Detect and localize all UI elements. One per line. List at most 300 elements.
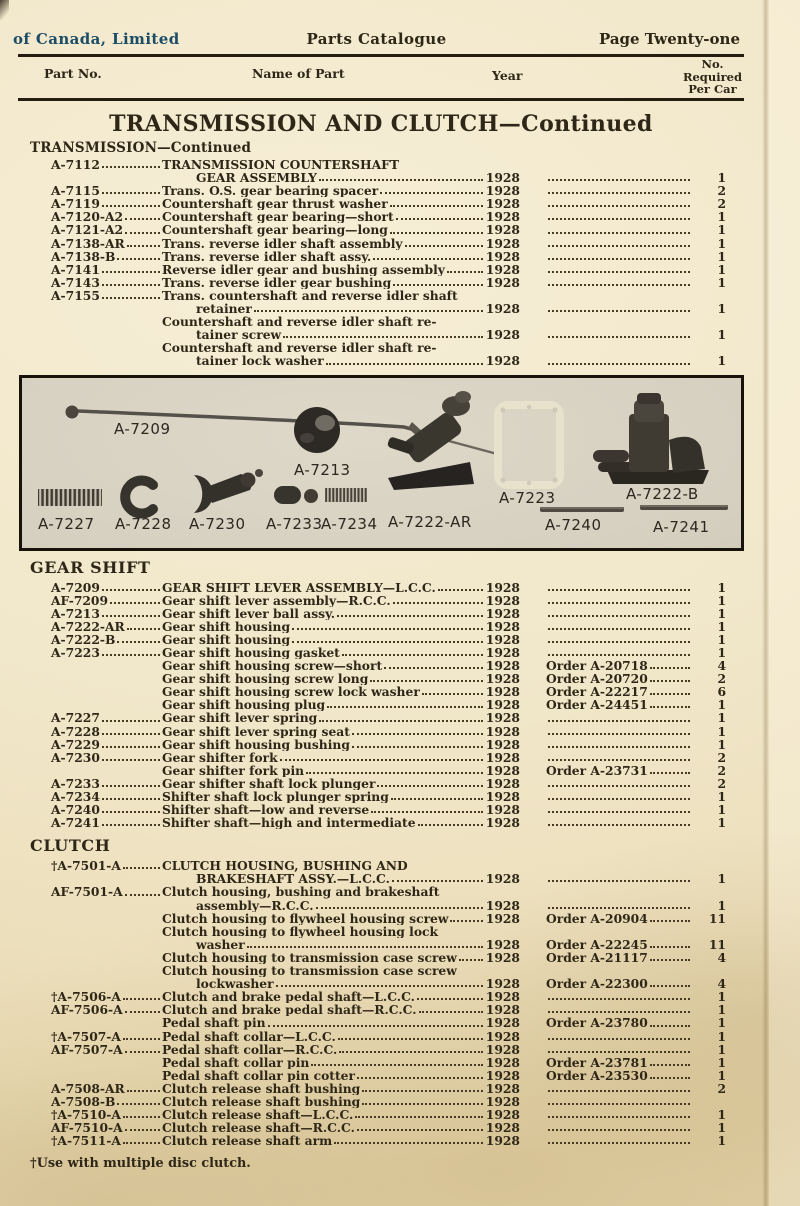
dotted-leader [373,258,482,260]
dotted-leader [292,641,483,643]
dotted-leader [123,1116,160,1118]
table-row [38,725,744,738]
dotted-leader [117,258,160,260]
qty-cell: 1 [717,898,726,912]
dotted-leader [125,232,160,234]
dotted-leader [548,218,690,220]
dotted-leader [405,245,483,247]
section-rows [38,158,744,368]
qty-cell: 1 [717,619,726,633]
order-no-cell [542,1142,692,1147]
part-name-cell: Pedal shaft collar—L.C.C. 1928 [162,1029,520,1043]
part-name-cell: Clutch release shaft arm 1928 [162,1134,520,1148]
table-row [38,594,744,607]
dotted-leader [125,218,160,220]
order-no-cell [542,1116,692,1121]
dotted-leader [338,1038,483,1040]
dotted-leader [362,1103,482,1105]
dotted-leader [650,1025,690,1027]
qty-cell: 6 [717,685,726,699]
order-no-cell: Order A-23780 [542,1016,692,1029]
part-no-cell: A-7228 [38,725,162,738]
table-row [38,938,744,951]
part-name-cell: Countershaft and reverse idler shaft re- [162,315,437,329]
table-row [38,1056,744,1069]
parts-photo-panel [19,375,744,551]
page-header [0,0,800,54]
dotted-leader [548,733,690,735]
part-name-cell: Trans. O.S. gear bearing spacer 1928 [162,184,520,198]
qty-cell: 1 [717,1068,726,1082]
part-no-cell: A-7138-AR [38,237,162,250]
table-row [38,777,744,790]
dotted-leader [352,733,483,735]
dotted-leader [102,166,160,168]
order-no-cell [542,363,692,368]
part-name-cell: tainer screw 1928 [196,328,520,342]
part-no-cell: †A-7511-A [38,1134,162,1147]
table-row [38,859,744,872]
dotted-leader [650,1077,690,1079]
dotted-leader [390,205,483,207]
part-no-cell: AF-7510-A [38,1121,162,1134]
dotted-leader [125,894,160,896]
part-name-cell: Gear shifter shaft lock plunger 1928 [162,776,520,790]
qty-cell: 1 [717,328,726,342]
figure-part-label: A-7213 [294,460,351,479]
dotted-leader [362,1090,482,1092]
table-row [38,1108,744,1121]
dotted-leader [334,1142,483,1144]
part-name-cell: Clutch housing to transmission case screw [162,964,457,978]
qty-cell: 1 [717,249,726,263]
order-no-cell [542,245,692,250]
part-no-cell: A-7138-B [38,250,162,263]
dotted-leader [438,589,483,591]
table-row [38,237,744,250]
dotted-leader [417,998,483,1000]
table-row [38,263,744,276]
part-no-cell: †A-7510-A [38,1108,162,1121]
dotted-leader [419,1011,483,1013]
dotted-leader [548,192,690,194]
qty-cell: 2 [717,763,726,777]
dotted-leader [548,998,690,1000]
section-transmission [0,140,800,368]
section-heading: CLUTCH [30,836,111,856]
part-name-cell: Clutch housing, bushing and brakeshaft [162,885,440,899]
order-no-cell [542,811,692,816]
dotted-leader [548,1011,690,1013]
table-row [38,302,744,315]
part-name-cell: Pedal shaft collar pin 1928 [162,1055,520,1069]
order-no-cell: Order A-24451 [542,698,692,711]
dotted-leader [548,641,690,643]
part-no-cell: A-7120-A2 [38,210,162,223]
dotted-leader [292,628,483,630]
table-row [38,1082,744,1095]
figure-part-label: A-7234 [321,514,378,533]
part-no-cell: A-7213 [38,607,162,620]
dotted-leader [110,602,160,604]
table-row [38,751,744,764]
part-no-cell: A-7223 [38,646,162,659]
dotted-leader [548,363,690,365]
dotted-leader [548,880,690,882]
order-no-cell: Order A-20720 [542,672,692,685]
dotted-leader [123,1142,160,1144]
table-row [38,171,744,184]
part-name-cell: Trans. reverse idler shaft assembly 1928 [162,236,520,250]
part-name-cell: Clutch housing to flywheel housing lock [162,924,439,938]
qty-cell: 1 [717,632,726,646]
section-gear-shift [0,558,800,830]
part-no-cell: A-7141 [38,263,162,276]
dotted-leader [342,654,483,656]
table-row [38,341,744,354]
qty-cell: 4 [717,659,726,673]
qty-cell: 1 [717,698,726,712]
part-name-cell: Clutch release shaft—L.C.C. 1928 [162,1108,520,1122]
order-no-cell [542,998,692,1003]
order-no-cell [542,179,692,184]
part-name-cell: Countershaft and reverse idler shaft re- [162,341,437,355]
order-no-cell [542,284,692,289]
table-row [38,990,744,1003]
part-name-cell: Shifter shaft lock plunger spring 1928 [162,790,520,804]
qty-cell: 1 [717,1108,726,1122]
order-no-cell [542,232,692,237]
page-title: TRANSMISSION AND CLUTCH—Continued [109,111,653,137]
qty-cell: 1 [717,580,726,594]
table-row [38,1030,744,1043]
qty-cell: 11 [708,937,726,951]
dotted-leader [316,907,483,909]
part-name-cell: Gear shift lever ball assy. 1928 [162,606,520,620]
order-no-cell [542,205,692,210]
part-name-cell: Countershaft gear thrust washer 1928 [162,197,520,211]
dotted-leader [357,1129,483,1131]
qty-cell: 1 [717,275,726,289]
order-no-cell [542,720,692,725]
dotted-leader [548,1116,690,1118]
page-edge-strip [769,0,800,1206]
qty-cell: 4 [717,977,726,991]
order-no-cell [542,615,692,620]
table-row [38,646,744,659]
dotted-leader [548,628,690,630]
section-clutch [0,836,800,1147]
part-no-cell: A-7240 [38,803,162,816]
dotted-leader [117,1103,160,1105]
order-no-cell [542,271,692,276]
figure-part-label: A-7230 [189,514,246,533]
part-no-cell: A-7119 [38,197,162,210]
table-row [38,1134,744,1147]
part-name-cell: Pedal shaft collar pin cotter 1928 [162,1068,520,1082]
part-name-cell: CLUTCH HOUSING, BUSHING AND [162,859,408,873]
dotted-leader [276,985,483,987]
part-name-cell: tainer lock washer 1928 [196,354,520,368]
page-number: Page Twenty-one [598,30,740,48]
part-no-cell: A-7234 [38,790,162,803]
dotted-leader [280,759,483,761]
table-row [38,184,744,197]
dotted-leader [548,602,690,604]
table-row [38,899,744,912]
part-no-cell: A-7155 [38,289,162,302]
part-name-cell: Shifter shaft—high and intermediate 1928 [162,816,520,830]
scan-corner-mark [0,0,9,20]
order-no-cell [542,746,692,751]
dotted-leader [319,720,482,722]
part-name-cell: Shifter shaft—low and reverse 1928 [162,803,520,817]
qty-cell: 2 [717,776,726,790]
dotted-leader [422,693,483,695]
part-name-cell: Gear shift housing bushing 1928 [162,737,520,751]
dotted-leader [125,1011,160,1013]
column-header-year: Year [492,68,523,83]
dotted-leader [548,1090,690,1092]
dotted-leader [125,1051,160,1053]
dotted-leader [548,284,690,286]
table-row [38,581,744,594]
dotted-leader [650,946,690,948]
dotted-leader [548,907,690,909]
qty-cell: 1 [717,1055,726,1069]
dotted-leader [283,336,483,338]
dotted-leader [125,1129,160,1131]
part-name-cell: Gear shifter fork pin 1928 [162,763,520,777]
dotted-leader [247,946,483,948]
figure-part-label: A-7223 [499,488,556,507]
dotted-leader [377,785,482,787]
dotted-leader [102,798,160,800]
dotted-leader [650,680,690,682]
qty-cell: 1 [717,645,726,660]
dotted-leader [548,759,690,761]
part-name-cell: Gear shift housing 1928 [162,619,520,633]
part-name-cell: Gear shift housing screw long 1928 [162,672,520,686]
dotted-leader [102,284,160,286]
part-name-cell: Countershaft gear bearing—short 1928 [162,210,520,224]
dotted-leader [102,785,160,787]
dotted-leader [548,589,690,591]
part-name-cell: retainer 1928 [196,302,520,316]
part-no-cell: A-7121-A2 [38,223,162,236]
table-row [38,1121,744,1134]
part-no-cell: A-7508-AR [38,1082,162,1095]
figure-part-label: A-7222-B [626,484,699,503]
part-name-cell: Gear shift lever assembly—R.C.C. 1928 [162,593,520,607]
part-no-cell: A-7230 [38,751,162,764]
part-name-cell: Countershaft gear bearing—long 1928 [162,223,520,237]
dotted-leader [548,1103,690,1105]
figure-part-label: A-7240 [545,515,602,534]
order-no-cell [542,1129,692,1134]
dotted-leader [102,192,160,194]
table-row [38,1043,744,1056]
qty-cell: 1 [717,711,726,725]
dotted-leader [548,258,690,260]
part-name-cell: BRAKESHAFT ASSY.—L.C.C. 1928 [196,872,520,886]
part-name-cell: Gear shift housing 1928 [162,632,520,646]
table-row [38,872,744,885]
dotted-leader [548,720,690,722]
section-heading: TRANSMISSION—Continued [30,140,252,156]
table-row [38,210,744,223]
part-name-cell: Pedal shaft pin 1928 [162,1016,520,1030]
order-no-cell: Order A-23530 [542,1069,692,1082]
dotted-leader [450,920,482,922]
table-row [38,685,744,698]
dotted-leader [117,641,160,643]
dotted-leader [102,615,160,617]
figure-part-label: A-7209 [114,419,171,438]
order-no-cell [542,785,692,790]
dotted-leader [650,1064,690,1066]
table-row [38,607,744,620]
part-no-cell: A-7233 [38,777,162,790]
part-name-cell: Pedal shaft collar—R.C.C. 1928 [162,1042,520,1056]
table-row [38,912,744,925]
dotted-leader [459,959,483,961]
qty-cell: 1 [717,1134,726,1148]
dotted-leader [371,811,483,813]
part-no-cell: AF-7507-A [38,1043,162,1056]
order-no-cell [542,218,692,223]
qty-cell: 4 [717,950,726,965]
order-no-cell [542,310,692,315]
section-rows [38,859,744,1147]
order-no-cell [542,1090,692,1095]
order-no-cell: Order A-20718 [542,659,692,672]
table-row [38,964,744,977]
table-row [38,738,744,751]
qty-cell: 1 [717,803,726,817]
dotted-leader [650,959,690,961]
dotted-leader [548,811,690,813]
dotted-leader [548,1142,690,1144]
dotted-leader [548,1129,690,1131]
table-row [38,816,744,829]
order-no-cell [542,1038,692,1043]
order-no-cell [542,258,692,263]
qty-cell: 1 [717,1121,726,1135]
dotted-leader [390,232,483,234]
column-header-part-no: Part No. [44,66,102,81]
qty-cell: 2 [717,197,726,211]
figure-part-label: A-7227 [38,514,95,533]
figure-part-label: A-7222-AR [388,512,472,531]
part-name-cell: Gear shift lever spring 1928 [162,711,520,725]
part-no-cell: AF-7209 [38,594,162,607]
dotted-leader [102,811,160,813]
table-row [38,672,744,685]
dotted-leader [548,1051,690,1053]
qty-cell: 1 [717,816,726,830]
order-no-cell: Order A-21117 [542,951,692,964]
table-row [38,698,744,711]
qty-cell: 1 [717,1042,726,1056]
section-rows [38,581,744,830]
part-name-cell: lockwasher 1928 [196,977,520,991]
dotted-leader [123,1038,160,1040]
table-row [38,1095,744,1108]
part-name-cell: Gear shifter fork 1928 [162,750,520,764]
qty-cell: 1 [717,1016,726,1030]
dotted-leader [548,785,690,787]
dotted-leader [548,245,690,247]
qty-cell: 1 [717,724,726,738]
dotted-leader [268,1025,483,1027]
part-name-cell: Gear shift housing gasket 1928 [162,645,520,660]
part-name-cell: Clutch and brake pedal shaft—L.C.C. 1928 [162,990,520,1004]
dotted-leader [391,798,483,800]
dotted-leader [393,602,483,604]
part-name-cell: Clutch housing to flywheel housing screw 1928 [162,911,520,925]
order-no-cell: Order A-22217 [542,685,692,698]
dotted-leader [127,245,160,247]
order-no-cell [542,628,692,633]
dotted-leader [548,310,690,312]
dotted-leader [102,271,160,273]
dotted-leader [102,733,160,735]
part-name-cell: GEAR ASSEMBLY 1928 [196,171,520,185]
dotted-leader [548,798,690,800]
dotted-leader [102,759,160,761]
dotted-leader [254,310,483,312]
part-name-cell: Gear shift housing screw lock washer 1928 [162,685,520,699]
table-row [38,764,744,777]
part-no-cell: AF-7506-A [38,1003,162,1016]
table-row [38,711,744,724]
table-row [38,620,744,633]
table-row [38,1069,744,1082]
dotted-leader [650,667,690,669]
dotted-leader [393,284,483,286]
table-row [38,659,744,672]
table-row [38,197,744,210]
table-row [38,315,744,328]
dotted-leader [102,720,160,722]
dotted-leader [650,772,690,774]
part-name-cell: Trans. reverse idler gear bushing 1928 [162,275,520,289]
column-headers [0,57,800,98]
dotted-leader [548,746,690,748]
dotted-leader [447,271,483,273]
dotted-leader [548,179,690,181]
part-no-cell: A-7229 [38,738,162,751]
table-row [38,354,744,367]
part-no-cell: A-7241 [38,816,162,829]
qty-cell: 2 [717,1081,726,1095]
dotted-leader [392,880,483,882]
dotted-leader [357,1077,483,1079]
part-no-cell: †A-7506-A [38,990,162,1003]
dotted-leader [127,1090,160,1092]
dotted-leader [548,1038,690,1040]
dotted-leader [384,667,483,669]
dotted-leader [102,205,160,207]
dotted-leader [355,1116,482,1118]
dotted-leader [306,772,483,774]
dotted-leader [650,693,690,695]
part-name-cell: Clutch and brake pedal shaft—R.C.C. 1928 [162,1003,520,1017]
dotted-leader [396,218,483,220]
order-no-cell [542,641,692,646]
qty-cell: 2 [717,750,726,764]
